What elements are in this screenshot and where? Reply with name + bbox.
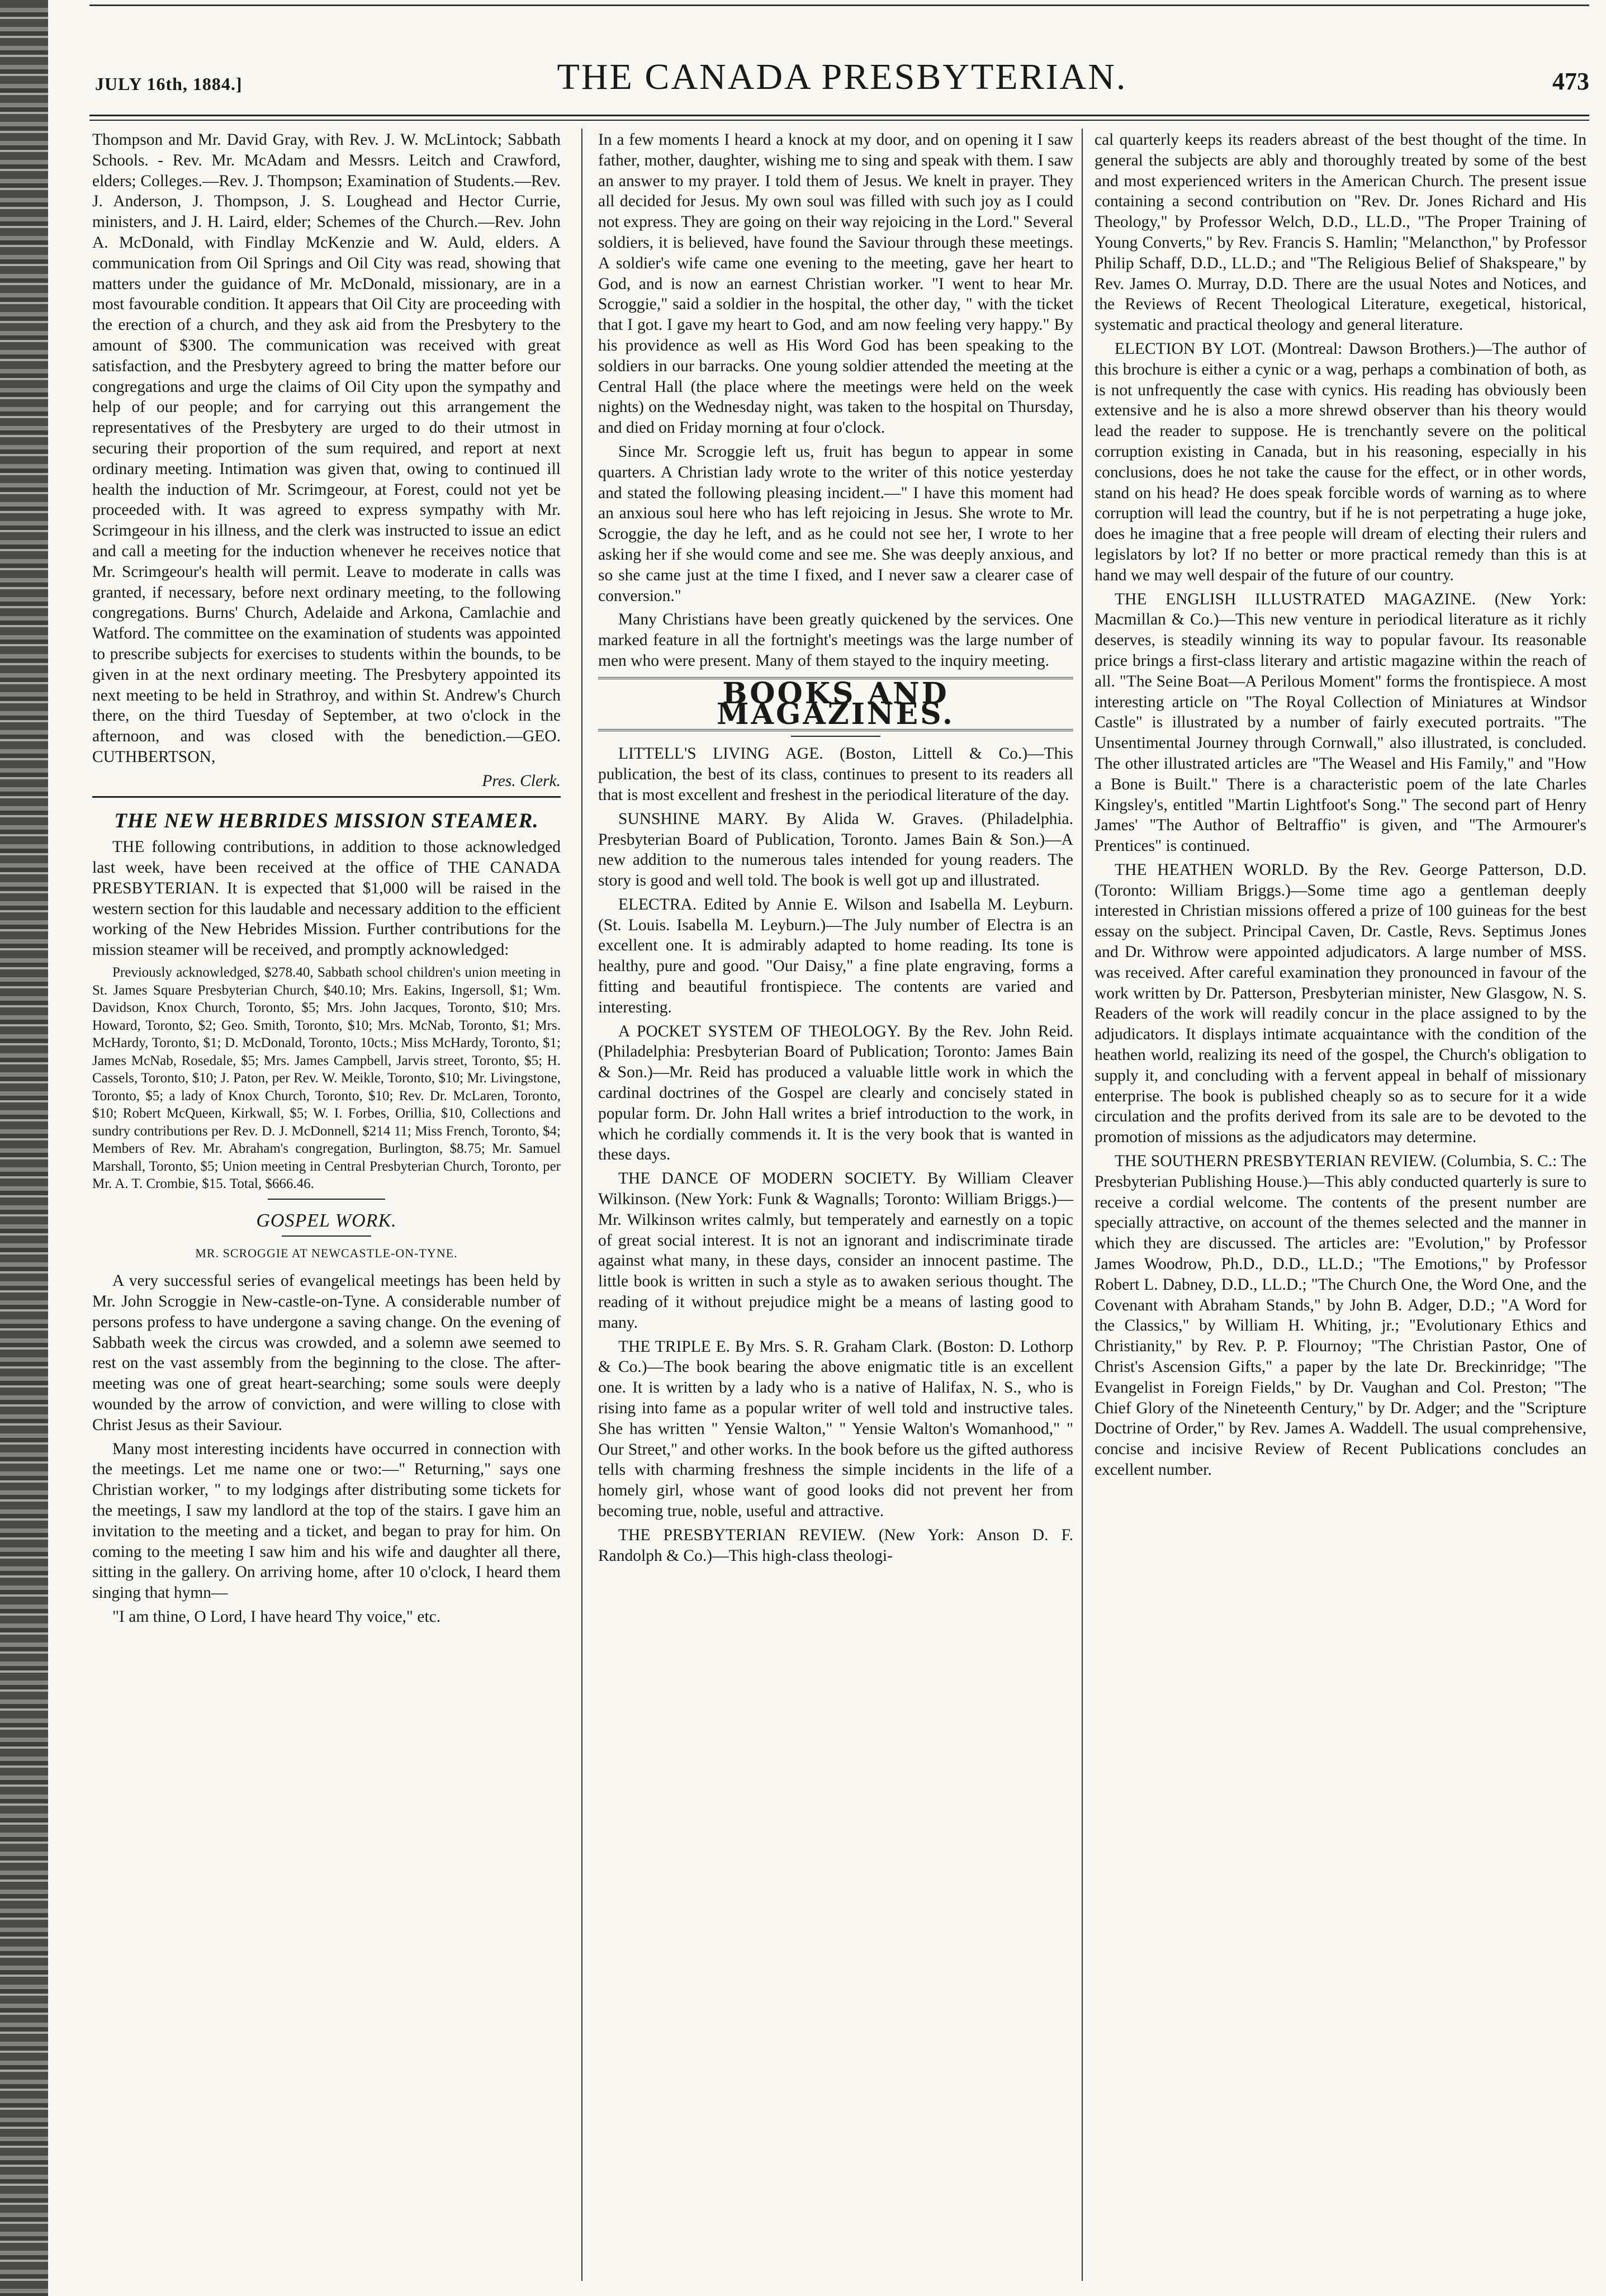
page-number: 473: [1552, 68, 1589, 95]
presbytery-report: Thompson and Mr. David Gray, with Rev. J. W. McLintock; Sabbath Schools. - Rev. Mr. McAdam and Messrs. Leitch and Crawford, elders; Colleges.—Rev. J. Thompson; Examination of Students.—Rev. J. Anderson, J. Thompson, J. S. Loughead and Hector Currie, ministers, and J. H. Laird, elder; Schemes of the Church.—Rev. John A. McDonald, with Findlay McKenzie and W. Auld, elders. A communication from Oil Springs and Oil City was read, showing that matters under the guidance of Mr. McDonald, missionary, are in a most favourable condition. It appears that Oil City are proceeding with the erection of a church, and they ask aid from the Presbytery to the amount of $300. The communication was received with great satisfaction, and the Presbytery agreed to bring the matter before our congregations and urge the claims of Oil City upon the sympathy and help of our people; and for carrying out this arrangement the representatives of the Presbytery are urged to do their utmost in securing their proportion of the sum required, and report at next ordinary meeting. Intimation was given that, owing to continued ill health the induction of Mr. Scrimgeour, at Forest, could not yet be proceeded with. It was agreed to express sympathy with Mr. Scrimgeour in his illness, and the clerk was instructed to issue an edict and call a meeting for the induction whenever he receives notice that Mr. Scrimgeour's health will permit. Leave to moderate in calls was granted, if necessary, before next ordinary meeting, to the following congregations. Burns' Church, Adelaide and Arkona, Camlachie and Watford. The committee on the examination of students was appointed to prescribe subjects for exercises to students within the bounds, to be given in at the next ordinary meeting. The Presbytery appointed its next meeting to be held in Strathroy, and within St. Andrew's Church there, on the third Tuesday of September, at two o'clock in the afternoon, and was closed with the benediction.—GEO. CUTHBERTSON,: [92, 131, 561, 766]
short-rule: [268, 1199, 385, 1200]
review-item: THE SOUTHERN PRESBYTERIAN REVIEW. (Columbia, S. C.: The Presbyterian Publishing House.)—This ably conducted quarterly is sure to receive a cordial welcome. The contents of the present number are specially attractive, on account of the themes selected and the manner in which they are discussed. The articles are: "Evolution," by Professor James Woodrow, Ph.D., D.D., LL.D.; "The Emotions," by Professor Robert L. Dabney, D.D., LL.D.; "The Church One, the Word One, and the Covenant with Abraham Stands," by John B. Adger, D.D.; "A Word for the Classics," by William H. Whiting, jr.; "Evolutionary Ethics and Christianity," by Rev. P. P. Flournoy; "The Christian Pastor, One of Christ's Ascension Gifts," a paper by the late Dr. Breckinridge; "The Evangelist in Foreign Fields," by Dr. Vaughan and Col. Preston; "The Chief Glory of the Nineteenth Century," by Dr. Adger; and the "Scripture Doctrine of Order," by Rev. James A. Waddell. The usual comprehensive, concise and incisive Review of Recent Publications concludes an excellent number.: [1095, 1152, 1586, 1479]
gospel-paragraph: Many Christians have been greatly quickened by the services. One marked feature in all the fortnight's meetings was the large number of men who were present. Many of them stayed to the inquiry meeting.: [598, 610, 1073, 670]
review-item: ELECTRA. Edited by Annie E. Wilson and Isabella M. Leyburn. (St. Louis. Isabella M. Leyburn.)—The July number of Electra is an excellent one. It is admirably adapted to home reading. Its tone is healthy, pure and good. "Our Daisy," a fine plate engraving, forms a fitting and beautiful frontispiece. The contents are varied and interesting.: [598, 895, 1073, 1016]
gospel-paragraph: Since Mr. Scroggie left us, fruit has begun to appear in some quarters. A Christian lady wrote to the writer of this notice yesterday and stated the following pleasing incident.—" I have this moment had an anxious soul here who has left rejoicing in Jesus. She wrote to Mr. Scroggie, the day he left, and as he could not see her, I wrote to her asking her if she would come and see me. She was deeply anxious, and so she came just at the time I fixed, and I never saw a clearer case of conversion.": [598, 442, 1073, 605]
short-rule: [791, 736, 880, 737]
review-item: SUNSHINE MARY. By Alida W. Graves. (Philadelphia. Presbyterian Board of Publication, Toronto. James Bain & Son.)—A new addition to the numerous tales intended for young readers. The story is good and well told. The book is well got up and illustrated.: [598, 809, 1073, 890]
newspaper-title: THE CANADA PRESBYTERIAN.: [557, 56, 1127, 97]
gospel-work-byline: MR. SCROGGIE AT NEWCASTLE-ON-TYNE.: [195, 1246, 458, 1261]
column-divider-1: [581, 129, 582, 2281]
column-divider-2: [1082, 129, 1083, 2281]
contributions-list: Previously acknowledged, $278.40, Sabbath school children's union meeting in St. James Square Presbyterian Church, $40.10; Mrs. Eakins, Ingersoll, $1; Wm. Davidson, Knox Church, Toronto, $5; Mrs. John Jacques, Toronto, $10; Mrs. Howard, Toronto, $2; Geo. Smith, Toronto, $10; Mrs. McNab, Toronto, $1; Mrs. McHardy, Toronto, $1; D. McDonald, Toronto, 10cts.; Miss McHardy, Toronto, $1; James McNab, Rosedale, $5; Mrs. James Campbell, Jarvis street, Toronto, $5; H. Cassels, Toronto, $10; J. Paton, per Rev. W. Meikle, Toronto, $10; Mr. Livingstone, Toronto, $5; a lady of Knox Church, Toronto, $10; Rev. Dr. McLaren, Toronto, $10; Robert McQueen, Kirkwall, $5; W. I. Forbes, Orillia, $10, Collections and sundry contributions per Rev. D. J. McDonnell, $214 11; Miss French, Toronto, $4; Members of Rev. Mr. Abraham's congregation, Burlington, $8.75; Mr. Samuel Marshall, Toronto, $5; Union meeting in Central Presbyterian Church, Toronto, per Mr. A. T. Crombie, $15. Total, $666.46.: [92, 965, 561, 1192]
header-rule: [89, 115, 1589, 121]
review-continued: cal quarterly keeps its readers abreast of the best thought of the time. In general the subjects are ably and thoroughly treated by some of the best and most experienced writers in the American Church. The present issue containing a second contribution on "Rev. Dr. Jones Richard and His Theology," by Professor Welch, D.D., LL.D., "The Proper Training of Young Converts," by Rev. Francis S. Hamlin; "Melancthon," by Professor Philip Schaff, D.D., LL.D.; and "The Religious Belief of Shakspeare," by Rev. James O. Murray, D.D. There are the usual Notes and Notices, and the Reviews of Recent Theological Literature, exegetical, historical, systematic and practical theology and general literature.: [1095, 131, 1586, 334]
issue-date: JULY 16th, 1884.]: [95, 74, 243, 94]
gospel-work-heading: GOSPEL WORK.: [256, 1210, 397, 1231]
review-item: THE TRIPLE E. By Mrs. S. R. Graham Clark. (Boston: D. Lothorp & Co.)—The book bearing the above enigmatic title is an excellent one. It is written by a lady who is a native of Halifax, N. S., who is rising into fame as a popular writer of well told and instructive tales. She has written " Yensie Walton," " Yensie Walton's Womanhood," " Our Street," and other works. In the book before us the gifted authoress tells with charming freshness the simple incidents in the life of a homely girl, whose want of good looks did not prevent her from becoming true, noble, useful and attractive.: [598, 1337, 1073, 1520]
section-rule: [92, 796, 561, 798]
top-rule: [89, 4, 1589, 6]
page-header: [95, 56, 1589, 106]
review-item: THE HEATHEN WORLD. By the Rev. George Patterson, D.D. (Toronto: William Briggs.)—Some time ago a gentleman deeply interested in Christian missions offered a prize of 100 guineas for the best essay on the subject. Principal Caven, Dr. Castle, Revs. Septimus Jones and Dr. Withrow were appointed adjudicators. A large number of MSS. was received. After careful examination they pronounced in favour of the work written by Dr. Patterson, Presbyterian minister, New Glasgow, N. S. Readers of the work will readily concur in the place assigned to by the adjudicators. It displays intimate acquaintance with the condition of the heathen world, realizing its need of the gospel, the Church's obligation to supply it, and concluding with a fervent appeal in behalf of missionary enterprise. The book is published cheaply so as to secure for it a wide circulation and the profits derived from its sale are to be devoted to the promotion of missions as the adjudicators may determine.: [1095, 860, 1586, 1147]
review-item: THE ENGLISH ILLUSTRATED MAGAZINE. (New York: Macmillan & Co.)—This new venture in periodical literature as it richly deserves, is steadily winning its way to popular favour. Its reasonable price brings a first-class literary and artistic magazine within the reach of all. "The Seine Boat—A Perilous Moment" forms the frontispiece. A most interesting article on "The Royal Collection of Miniatures at Windsor Castle" is illustrated by a number of fairly executed portraits. "The Unsentimental Journey through Cornwall," also illustrated, is concluded. The other illustrated articles are "The Weasel and His Family," and "How a Bone is Built." There is a characteristic poem of the late Charles Kingsley's, entitled "Martin Lightfoot's Song." The second part of Henry James' "The Author of Beltraffio" is given, and "The Armourer's Prentices" is continued.: [1095, 590, 1586, 855]
short-rule: [282, 1235, 371, 1237]
gospel-continued: In a few moments I heard a knock at my door, and on opening it I saw father, mother, daughter, wishing me to sing and speak with them. I saw an answer to my prayer. I told them of Jesus. We knelt in prayer. They all decided for Jesus. My own soul was filled with such joy as I could not express. They are going on their way rejoicing in the Lord." Several soldiers, it is believed, have found the Saviour through these meetings. A soldier's wife came one evening to the meeting, gave her heart to God, and is now an earnest Christian worker. "I went to hear Mr. Scroggie," said a soldier in the hospital, the other day, " with the ticket that I got. I gave my heart to God, and am now feeling very happy." By his providence as well as His Word God has been speaking to the soldiers in our barracks. One young soldier attended the meeting at the Central Hall (the place where the meetings were held on the week nights) on the Wednesday night, was taken to the hospital on Thursday, and died on Friday morning at four o'clock.: [598, 131, 1073, 437]
hymn-quote: "I am thine, O Lord, I have heard Thy voice," etc.: [112, 1607, 441, 1626]
review-item: ELECTION BY LOT. (Montreal: Dawson Brothers.)—The author of this brochure is either a cynic or a wag, perhaps a combination of both, as is not unfrequently the case with cynics. His reading has obviously been extensive and he is also a more shrewd observer than his theory would lead the reader to suppose. He is trenchantly severe on the political corruption existing in Canada, but in his reasoning, especially in his conclusions, does he not take the cause for the effect, or in other words, stand on his head? He does speak forcible words of warning as to where corruption will lead the country, but if he is not perpetrating a huge joke, does he imagine that a free people will dream of electing their rulers and legislators by lot? If no better or more practical remedy than this is at hand we may well despair of the future of our country.: [1095, 339, 1586, 584]
gospel-paragraph: Many most interesting incidents have occurred in connection with the meetings. Let me name one or two:—" Returning," says one Christian worker, " to my lodgings after distributing some tickets for the meetings, I saw my landlord at the top of the stairs. I gave him an invitation to the meeting and a ticket, and began to pray for him. On coming to the meeting I saw him and his wife and daughter all there, sitting in the gallery. On arriving home, after 10 o'clock, I heard them singing that hymn—: [92, 1440, 561, 1602]
books-and-magazines-banner: BOOKS AND MAGAZINES.: [598, 677, 1073, 732]
column-1: [92, 130, 561, 1631]
steamer-heading: THE NEW HEBRIDES MISSION STEAMER.: [114, 809, 539, 832]
column-2: [598, 130, 1073, 1569]
clerk-signature: Pres. Clerk.: [482, 771, 561, 790]
review-item: A POCKET SYSTEM OF THEOLOGY. By the Rev. John Reid. (Philadelphia: Presbyterian Board of Publication; Toronto: James Bain & Son.)—Mr. Reid has produced a valuable little work in which the cardinal doctrines of the Gospel are clearly and concisely stated in popular form. Dr. John Hall writes a brief introduction to the work, in which he cordially commends it. It is the very book that is wanted in these days.: [598, 1022, 1073, 1164]
review-item: THE PRESBYTERIAN REVIEW. (New York: Anson D. F. Randolph & Co.)—This high-class theologi-: [598, 1526, 1073, 1565]
review-item: LITTELL'S LIVING AGE. (Boston, Littell & Co.)—This publication, the best of its class, continues to present to its readers all that is most excellent and freshest in the periodical literature of the day.: [598, 745, 1073, 804]
gospel-paragraph: A very successful series of evangelical meetings has been held by Mr. John Scroggie in New-castle-on-Tyne. A considerable number of persons profess to have undergone a saving change. On the evening of Sabbath week the circus was crowded, and a solemn awe seemed to rest on the vast assembly from the beginning to the close. The after-meeting was one of great heart-searching; some souls were deeply wounded by the arrow of conviction, and were willing to close with Christ Jesus as their Saviour.: [92, 1272, 561, 1434]
steamer-intro: THE following contributions, in addition to those acknowledged last week, have been received at the office of THE CANADA PRESBYTERIAN. It is expected that $1,000 will be raised in the western section for this laudable and necessary addition to the efficient working of the New Hebrides Mission. Further contributions for the mission steamer will be received, and promptly acknowledged:: [92, 838, 561, 959]
binding-edge: [0, 0, 48, 2296]
column-3: [1095, 130, 1586, 1484]
review-item: THE DANCE OF MODERN SOCIETY. By William Cleaver Wilkinson. (New York: Funk & Wagnalls; Toronto: William Briggs.)—Mr. Wilkinson writes calmly, but temperately and earnestly on a topic of great social interest. It is not an ignorant and indiscriminate tirade against what many, in these days, consider an innocent pastime. The little book is written in such a style as to awaken serious thought. The reading of it without prejudice might be a means of lasting good to many.: [598, 1170, 1073, 1332]
